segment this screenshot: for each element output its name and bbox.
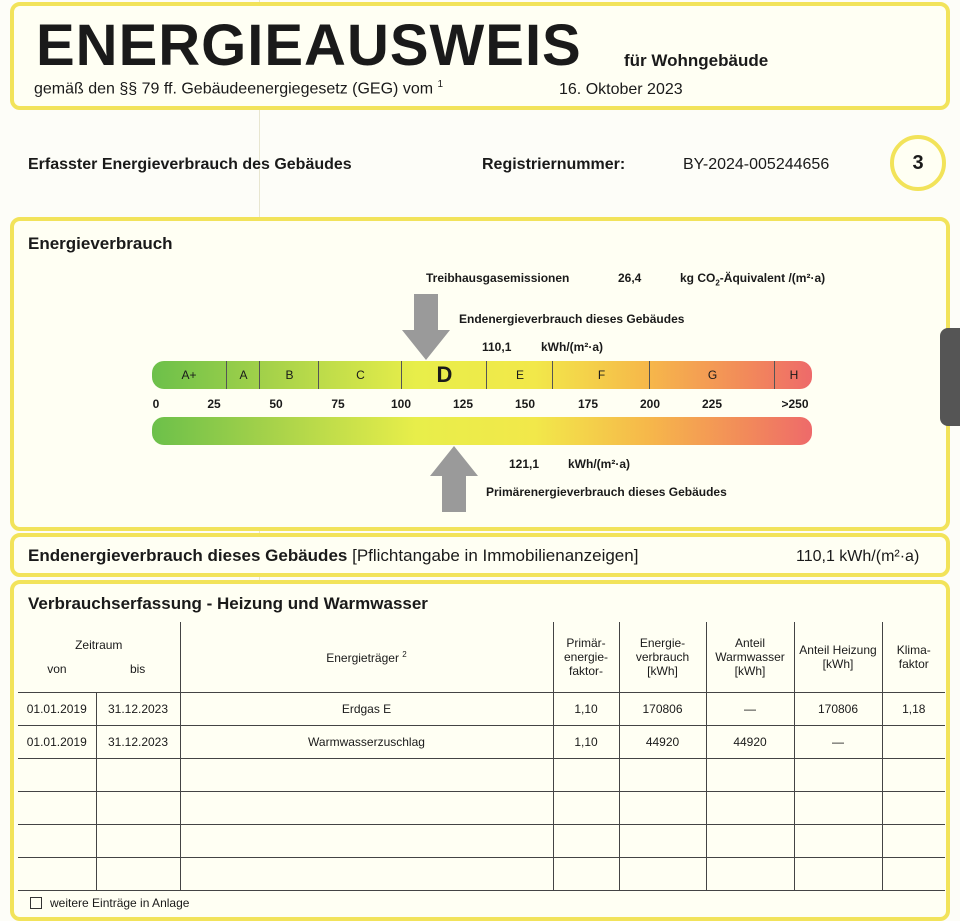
table-row — [18, 792, 945, 825]
energy-class-g: G — [649, 361, 775, 389]
from-label: von — [47, 662, 67, 676]
table-cell: 1,18 — [882, 693, 945, 726]
more-entries-checkbox[interactable] — [30, 897, 42, 909]
consumption-header: Energie-verbrauch [kWh] — [619, 622, 706, 693]
table-cell: 170806 — [794, 693, 882, 726]
scale-tick-label: 125 — [452, 397, 474, 411]
table-cell — [794, 825, 882, 858]
table-cell — [706, 792, 794, 825]
table-cell — [794, 759, 882, 792]
table-cell — [794, 792, 882, 825]
to-label: bis — [129, 662, 146, 676]
table-cell: Warmwasserzuschlag — [180, 726, 553, 759]
header-box — [10, 2, 950, 110]
registration-number: BY-2024-005244656 — [683, 156, 830, 173]
energy-class-c: C — [318, 361, 402, 389]
table-header-row — [18, 622, 945, 693]
scale-tick-label: 0 — [152, 397, 160, 411]
ghg-value: 26,4 — [618, 271, 642, 285]
ghg-unit-prefix: kg CO — [680, 271, 716, 285]
statement-note: [Pflichtangabe in Immobilienanzeigen] — [352, 546, 639, 565]
registration-label: Registriernummer: — [482, 156, 626, 173]
table-cell — [619, 759, 706, 792]
table-cell — [619, 858, 706, 891]
legal-text: gemäß den §§ 79 ff. Gebäudeenergiegesetz (GEG) vom — [34, 80, 434, 98]
carrier-label: Energieträger — [326, 650, 399, 665]
energy-section-title: Energieverbrauch — [28, 234, 173, 253]
table-cell: 31.12.2023 — [96, 726, 180, 759]
table-cell — [882, 792, 945, 825]
table-cell — [180, 858, 553, 891]
scale-tick-label: 200 — [639, 397, 661, 411]
energy-class-b: B — [259, 361, 319, 389]
table-cell — [882, 825, 945, 858]
legal-basis — [34, 79, 443, 98]
table-cell — [553, 825, 619, 858]
scale-tick-label: >250 — [781, 397, 809, 411]
table-cell: 1,10 — [553, 693, 619, 726]
table-cell — [882, 858, 945, 891]
share-ww-header: Anteil Warmwasser [kWh] — [706, 622, 794, 693]
table-cell — [882, 726, 945, 759]
statement-label: Endenergieverbrauch dieses Gebäudes — [28, 546, 348, 565]
period-header — [18, 622, 180, 693]
page-number-badge: 3 — [890, 135, 946, 191]
more-entries — [30, 896, 189, 910]
side-handle[interactable] — [940, 328, 960, 426]
table-cell: — — [794, 726, 882, 759]
document-title: ENERGIEAUSWEIS — [36, 13, 582, 78]
consumption-title: Verbrauchserfassung - Heizung und Warmwasser — [28, 594, 428, 613]
primary-factor-header: Primär-energie-faktor- — [553, 622, 619, 693]
primary-energy-value: 121,1 — [509, 457, 540, 471]
more-entries-label: weitere Einträge in Anlage — [50, 896, 190, 910]
table-cell — [553, 858, 619, 891]
footnote-marker: 1 — [437, 79, 444, 90]
table-cell — [96, 759, 180, 792]
carrier-header — [180, 622, 553, 693]
table-cell — [180, 792, 553, 825]
share-heat-header: Anteil Heizung [kWh] — [794, 622, 882, 693]
primary-energy-unit: kWh/(m²·a) — [568, 457, 630, 471]
document-subtitle: für Wohngebäude — [624, 51, 769, 70]
table-cell: 31.12.2023 — [96, 693, 180, 726]
table-cell: 01.01.2019 — [18, 693, 96, 726]
table-cell — [180, 825, 553, 858]
table-cell — [96, 858, 180, 891]
table-body — [18, 693, 945, 891]
end-energy-value: 110,1 — [482, 340, 512, 354]
period-subheaders — [18, 662, 180, 676]
table-cell: — — [706, 693, 794, 726]
table-cell — [706, 858, 794, 891]
table-cell — [553, 759, 619, 792]
primary-energy-label: Primärenergieverbrauch dieses Gebäudes — [486, 485, 727, 499]
table-row — [18, 726, 945, 759]
table-cell: 44920 — [619, 726, 706, 759]
table-cell — [619, 825, 706, 858]
energy-class-aplus: A+ — [181, 368, 197, 382]
table-cell — [18, 759, 96, 792]
table-cell — [553, 792, 619, 825]
table-cell: 44920 — [706, 726, 794, 759]
table-row — [18, 825, 945, 858]
end-energy-arrow-icon — [402, 294, 450, 360]
table-row — [18, 858, 945, 891]
table-cell: 1,10 — [553, 726, 619, 759]
table-row — [18, 759, 945, 792]
table-cell — [18, 792, 96, 825]
energy-class-d: D — [401, 361, 487, 389]
end-energy-label: Endenergieverbrauch dieses Gebäudes — [459, 312, 685, 326]
table-cell — [794, 858, 882, 891]
climate-factor-header: Klima-faktor — [882, 622, 945, 693]
energy-class-a: A — [226, 361, 260, 389]
primary-energy-arrow-icon — [430, 446, 478, 512]
table-cell — [96, 792, 180, 825]
table-cell: Erdgas E — [180, 693, 553, 726]
table-cell — [18, 858, 96, 891]
ghg-unit — [680, 271, 825, 287]
end-energy-statement — [28, 546, 638, 566]
table-cell — [180, 759, 553, 792]
consumption-table — [18, 622, 945, 891]
table-cell: 01.01.2019 — [18, 726, 96, 759]
period-label: Zeitraum — [75, 638, 123, 652]
scale-tick-label: 150 — [514, 397, 536, 411]
energy-class-f: F — [552, 361, 650, 389]
table-cell — [96, 825, 180, 858]
table-cell — [706, 825, 794, 858]
section-label: Erfasster Energieverbrauch des Gebäudes — [28, 156, 352, 173]
scale-tick-label: 100 — [390, 397, 412, 411]
ghg-unit-sub: 2 — [715, 278, 720, 288]
statement-value: 110,1 kWh/(m²·a) — [796, 548, 920, 565]
scale-tick-label: 75 — [331, 397, 345, 411]
table-cell — [706, 759, 794, 792]
table-cell — [882, 759, 945, 792]
scale-tick-label: 225 — [701, 397, 723, 411]
scale-tick-label: 175 — [577, 397, 599, 411]
table-cell: 170806 — [619, 693, 706, 726]
table-cell — [619, 792, 706, 825]
issue-date: 16. Oktober 2023 — [559, 81, 683, 98]
end-energy-unit: kWh/(m²·a) — [541, 340, 603, 354]
energy-class-bar — [152, 361, 812, 389]
scale-tick-label: 50 — [269, 397, 283, 411]
energy-class-h: H — [774, 361, 812, 389]
table-row — [18, 693, 945, 726]
ghg-unit-suffix: -Äquivalent /(m²·a) — [719, 271, 826, 285]
primary-energy-bar — [152, 417, 812, 445]
energy-class-e: E — [486, 361, 553, 389]
scale-tick-label: 25 — [207, 397, 221, 411]
ghg-label: Treibhausgasemissionen — [426, 271, 570, 285]
table-cell — [18, 825, 96, 858]
carrier-footnote: 2 — [402, 649, 407, 659]
